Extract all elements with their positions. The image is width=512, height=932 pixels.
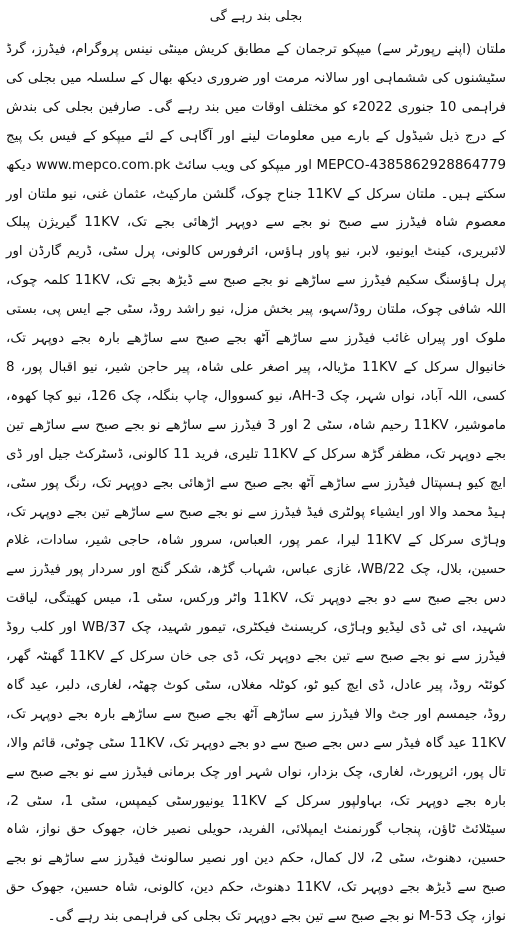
article-body — [6, 36, 506, 932]
article-paragraph: ملتان (اپنے رپورٹر سے) میپکو ترجمان کے مطابق کریش مینٹی نینس پروگرام، فیڈرز، گرڈ سٹیشنوں کی ششماہی اور سالانہ مرمت اور ضروری دیکھ بھال کے سلسلہ میں بجلی کی فراہمی 10 جنوری 2022ء کو مختلف اوقات میں بند رہے گی۔ صارفین بجلی کی بندش کے درج ذیل شیڈول کے بارے میں معلومات لینے اور آگاہی کے لئے میپکو کے فیس بک پیج MEPCO-4385862928864779 اور میپکو کی ویب سائٹ www.mepco.com.pk دیکھ سکتے ہیں۔ ملتان سرکل کے 11KV جناح چوک، گلشن مارکیٹ، عثمان غنی، نیو ملتان اور معصوم شاہ فیڈرز سے صبح نو بجے سے دوپہر اڑھائی بجے تک، 11KV گیریژن پبلک لائبریری، کینٹ ایونیو، لابر، نیو پاور ہاؤس، ائرفورس کالونی، پرل سٹی، ڈریم گارڈن اور پرل ہاؤسنگ سکیم فیڈرز سے ساڑھے نو بجے صبح سے ڈیڑھ بجے تک، 11KV کلمہ چوک، اللہ شافی چوک، ملتان روڈ/سہو، پیر بخش مزل، نیو راشد روڈ، سٹی جے ایس پی، بستی ملوک اور پیراں غائب فیڈرز سے ساڑھے آٹھ بجے صبح سے ساڑھے بارہ بجے دوپہر تک، خانیوال سرکل کے 11KV مڑیالہ، پیر اصغر علی شاہ، پیر حاجن شیر، نیو اقبال پور، 8 کسی، اللہ آباد، نواں شہر، چک AH-3، نیو کسووال، چاپ بنگلہ، چک 126، نیو کچا کھوہ، ماموشیر، 11KV رحیم شاہ، سٹی 2 اور 3 فیڈرز سے ساڑھے نو بجے صبح سے ساڑھے تین بجے دوپہر تک، مظفر گڑھ سرکل کے 11KV تلیری، فرید 11 کالونی، ڈسٹرکٹ جیل اور ڈی ایچ کیو ہسپتال فیڈرز سے ساڑھے آٹھ بجے صبح سے اڑھائی بجے دوپہر تک، رنگ پور سٹی، ہیڈ محمد والا اور ایشیاء پولٹری فیڈ فیڈرز سے نو بجے صبح سے ساڑھے تین بجے دوپہر تک، وہاڑی سرکل کے 11KV لیرا، عمر پور، العباس، سرور شاہ، حاجی شیر، سادات، غلام حسین، بلال، چک 22/WB، غازی عباس، شہاب گڑھ، شکر گنج اور سردار پور فیڈرز سے دس بجے صبح سے دو بجے دوپہر تک، 11KV واٹر ورکس، سٹی 1، میس کھیتگی، لیاقت شہید، ای ٹی ڈی لیڈیو وہاڑی، کریسنٹ فیکٹری، تیمور شہید، چک 37/WB اور کلب روڈ فیڈرز سے نو بجے صبح سے تین بجے دوپہر تک، ڈی جی خان سرکل کے 11KV گھنٹہ گھر، کوئٹہ روڈ، پیر عادل، ڈی ایچ کیو ٹو، کوٹلہ مغلاں، سٹی کوٹ چھٹہ، لغاری، دلبر، عید گاہ روڈ، جیمسم اور جٹ والا فیڈرز سے ساڑھے آٹھ بجے صبح سے ساڑھے بارہ بجے دوپہر تک، 11KV عید گاہ فیڈر سے دس بجے صبح سے دو بجے دوپہر تک، 11KV سٹی چوٹی، قائم والا، تال پور، ائرپورٹ، لغاری، چک بزدار، نواں شہر اور چک برمانی فیڈرز سے نو بجے صبح سے بارہ بجے دوپہر تک، بہاولپور سرکل کے 11KV یونیورسٹی کیمپس، سٹی 1، سٹی 2، سیٹلائٹ ٹاؤن، پنجاب گورنمنٹ ایمپلائی، الفرید، حویلی نصیر خان، جھوک حق نواز، شاہ حسین، دھنوٹ، سٹی 2، لال کمال، حکم دین اور نصیر سالونٹ فیڈرز سے ساڑھے نو بجے صبح سے ڈیڑھ بجے دوپہر تک، 11KV دھنوٹ، حکم دین، کالونی، شاہ حسین، جھوک حق نواز، چک M-53 نو بجے صبح سے تین بجے دوپہر تک بجلی کی فراہمی بند رہے گی۔ — [6, 42, 507, 925]
article-headline: بجلی بند رہے گی — [209, 9, 303, 24]
